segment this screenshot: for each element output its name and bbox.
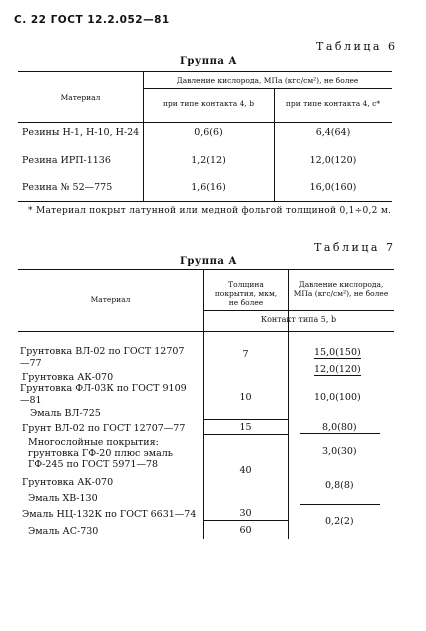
table-row-pressure: 15,0(150) [314,347,361,358]
table6-group: Группа А [180,56,238,67]
table-row-thickness: 30 [239,508,252,519]
table-row-value: 1,2(12) [191,155,226,166]
table6-col-pressure: Давление кислорода, МПа (кгс/см²), не более [176,76,359,85]
table6-caption: Таблица 6 [316,40,398,53]
table-row-material: Грунтовка АК-070 [22,372,114,383]
table-row-pressure: 8,0(80) [322,422,357,433]
table-row-value: 12,0(120) [309,155,357,166]
table-row-pressure: 0,2(2) [325,516,354,527]
table-row-material: Эмаль ХВ-130 [28,493,98,504]
table-row-material: Резина № 52—775 [22,182,113,193]
table7-contact-type: Контакт типа 5, b [260,315,337,324]
table-row-pressure: 3,0(30) [322,446,357,457]
table-row-thickness: 7 [242,349,249,360]
table-row-value: 16,0(160) [309,182,357,193]
table-row-material: Резины Н-1, Н-10, Н-24 [22,127,140,138]
table-row-material: Эмаль НЦ-132К по ГОСТ 6631—74 [22,509,197,520]
table-row-material: Эмаль ВЛ-725 [30,408,101,419]
table-row-thickness: 10 [239,392,252,403]
table7-col-thickness: Толщина покрытия, мкм, не более [214,280,278,307]
table-row-pressure: 10,0(100) [314,392,361,403]
table-row-thickness: 60 [239,525,252,536]
table-row-pressure: 12,0(120) [314,364,361,375]
table6-footnote: * Материал покрыт латунной или медной фольгой толщиной 0,1÷0,2 м. [28,206,392,216]
table-row-value: 0,6(6) [194,127,223,138]
table-row-pressure: 0,8(8) [325,480,354,491]
table7-group: Группа А [180,256,238,267]
table7-col-pressure: Давление кислорода, МПа (кгс/см²), не более [293,280,389,298]
page-header: С. 22 ГОСТ 12.2.052—81 [14,14,170,26]
table-row-material: Грунтовка АК-070 [22,477,114,488]
table7-caption: Таблица 7 [314,241,396,254]
table-row-material: Эмаль АС-730 [28,526,99,537]
table-row-thickness: 15 [239,422,252,433]
table7-col-material: Материал [90,295,131,304]
table-row-value: 1,6(16) [191,182,226,193]
table-row-material: Грунтовка ФЛ-03К по ГОСТ 9109—81 [20,383,187,406]
table-row-material: Резина ИРП-1136 [22,155,111,166]
table6-col-material: Материал [60,93,101,102]
table-row-thickness: 40 [239,465,252,476]
table-row-material: Многослойные покрытия: грунтовка ГФ-20 плюс эмаль ГФ-245 по ГОСТ 5971—78 [28,437,173,470]
table-row-value: 6,4(64) [315,127,351,138]
table-row-material: Грунт ВЛ-02 по ГОСТ 12707—77 [22,423,186,434]
table-row-material: Грунтовка ВЛ-02 по ГОСТ 12707—77 [20,346,185,369]
table6-subcol-2: при типе контакта 4, с* [285,99,381,108]
table6-subcol-1: при типе контакта 4, b [162,99,254,108]
